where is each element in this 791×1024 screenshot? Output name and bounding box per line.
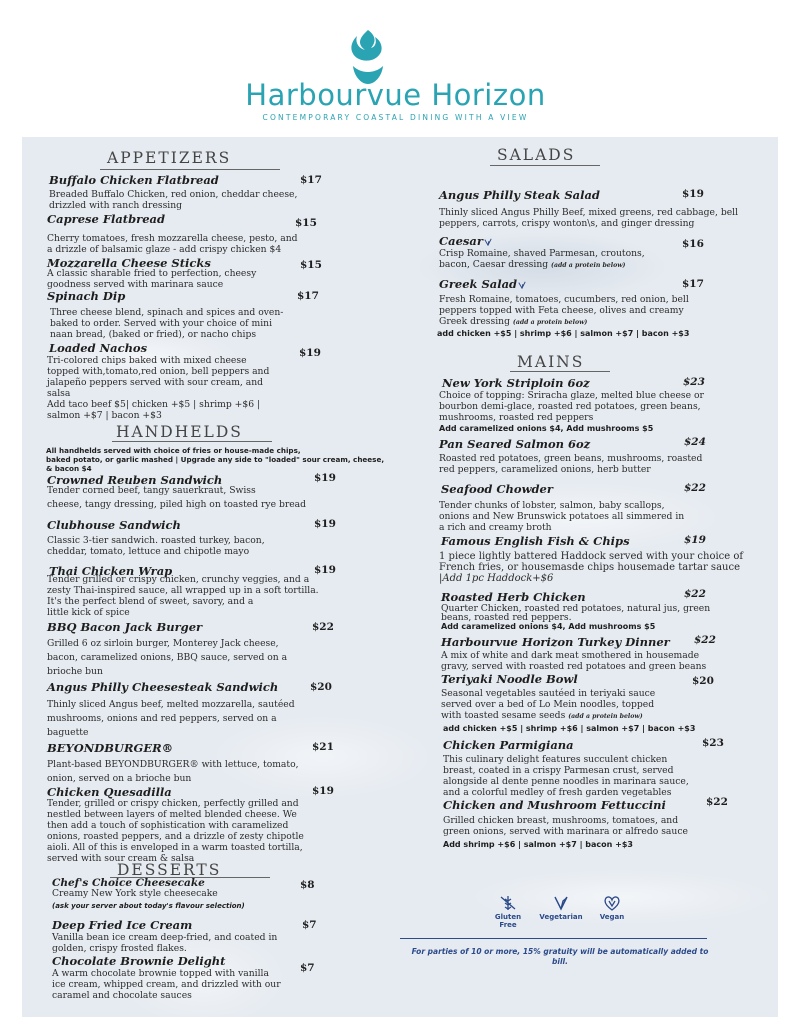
item-description: A classic sharable fried to perfection, cheesy goodness served with marinara sauce — [47, 268, 257, 290]
item-name: Caprese Flatbread — [47, 212, 166, 226]
appetizers-heading: APPETIZERS — [107, 149, 232, 167]
item-name: Thai Chicken Wrap — [49, 564, 173, 578]
item-name: Mozzarella Cheese Sticks — [47, 256, 211, 270]
item-price: $17 — [300, 174, 322, 186]
item-name: Angus Philly Cheesesteak Sandwich — [47, 680, 279, 694]
item-name: Clubhouse Sandwich — [47, 518, 181, 532]
item-description: Tender chunks of lobster, salmon, baby scallops, onions and New Brunswick potatoes all simmered in a rich and creamy broth — [439, 500, 685, 533]
item-name: Crowned Reuben Sandwich — [47, 473, 223, 487]
item-name: Pan Seared Salmon 6oz — [439, 437, 591, 451]
item-name: Chef's Choice Cheesecake — [52, 877, 205, 889]
item-description: Three cheese blend, spinach and spices and oven- baked to order. Served with your choice of mini naan bread, (baked or fried), or nacho chips — [50, 307, 284, 340]
item-description: 1 piece lightly battered Haddock served with your choice of French fries, or housemasde chips housemade tartar sauce |Add 1pc Haddock+$6 — [439, 551, 744, 584]
item-name: BEYONDBURGER® — [47, 741, 174, 755]
item-price: $19 — [314, 564, 336, 576]
item-price: $21 — [312, 741, 334, 753]
desserts-heading: DESSERTS — [117, 861, 222, 879]
item-description: Plant-based BEYONDBURGER® with lettuce, tomato, onion, served on a brioche bun — [47, 759, 299, 784]
item-name: Chicken Quesadilla — [47, 785, 172, 799]
item-name: Greek Salad — [439, 277, 526, 291]
item-name: Spinach Dip — [47, 289, 126, 303]
item-description: Tender grilled or crispy chicken, crunchy veggies, and a zesty Thai-inspired sauce, all wrapped up in a soft tortilla. It's the perfect blend of sweet, savory, and a little kick of spice — [47, 574, 319, 618]
item-description: Crisp Romaine, shaved Parmesan, croutons, bacon, Caesar dressing (add a protein below) — [439, 248, 645, 270]
item-price: $22 — [312, 621, 334, 633]
item-description: Thinly sliced Angus beef, melted mozzarella, sautéed mushrooms, onions and red peppers, served on a baguette — [47, 699, 295, 738]
restaurant-name: Harbourvue Horizon — [245, 78, 546, 112]
item-price: $19 — [312, 785, 334, 797]
vegan-icon — [603, 895, 621, 911]
item-addons: Add caramelized onions $4, Add mushrooms $5 — [439, 424, 654, 433]
item-price: $24 — [684, 436, 706, 448]
item-name: BBQ Bacon Jack Burger — [47, 620, 203, 634]
item-description: Thinly sliced Angus Philly Beef, mixed greens, red cabbage, bell peppers, carrots, crispy wonton\s, and ginger dressing — [439, 207, 739, 229]
item-addons: Add caramelized onions $4, Add mushrooms $5 — [441, 622, 656, 631]
vegetarian-icon — [552, 895, 570, 911]
item-price: $22 — [684, 588, 706, 600]
item-name: Harbourvue Horizon Turkey Dinner — [441, 635, 670, 649]
item-price: $17 — [297, 290, 319, 302]
item-price: $22 — [706, 796, 728, 808]
item-description: Vanilla bean ice cream deep-fried, and coated in golden, crispy frosted flakes. — [52, 932, 278, 954]
item-description: Cherry tomatoes, fresh mozzarella cheese, pesto, and a drizzle of balsamic glaze - add crispy chicken $4 — [47, 233, 298, 255]
item-price: $17 — [682, 278, 704, 290]
gluten-free-icon — [499, 895, 517, 911]
item-description: Classic 3-tier sandwich. roasted turkey, bacon, cheddar, tomato, lettuce and chipotle mayo — [47, 535, 265, 557]
item-price: $19 — [314, 518, 336, 530]
legend-vegetarian: Vegetarian — [536, 895, 586, 921]
item-name: Teriyaki Noodle Bowl — [441, 672, 578, 686]
item-price: $7 — [302, 919, 317, 931]
item-description: Creamy New York style cheesecake — [52, 888, 218, 899]
legend-vegan: Vegan — [594, 895, 630, 921]
item-price: $19 — [682, 188, 704, 200]
item-description: Breaded Buffalo Chicken, red onion, cheddar cheese, drizzled with ranch dressing — [49, 189, 298, 211]
appetizers-underline — [100, 169, 280, 170]
item-name: Deep Fried Ice Cream — [52, 918, 193, 932]
item-description: Seasonal vegetables sautéed in teriyaki sauce served over a bed of Lo Mein noodles, topped with toasted sesame seeds (add a protein below) — [441, 688, 656, 721]
item-description: This culinary delight features succulent chicken breast, coated in a crispy Parmesan crust, served alongside al dente penne noodles in marinara sauce, and a colorful medley of fresh garden vegetables — [443, 754, 689, 798]
item-price: $23 — [702, 737, 724, 749]
item-price: $16 — [682, 238, 704, 250]
item-price: $15 — [300, 259, 322, 271]
item-price: $20 — [692, 675, 714, 687]
gratuity-notice: For parties of 10 or more, 15% gratuity will be automatically added to bill. — [411, 947, 709, 966]
item-addons: add chicken +$5 | shrimp +$6 | salmon +$7 | bacon +$3 — [443, 724, 696, 733]
item-price: $20 — [310, 681, 332, 693]
item-price: $22 — [694, 634, 716, 646]
item-description: Grilled 6 oz sirloin burger, Monterey Jack cheese, bacon, caramelized onions, BBQ sauce, served on a brioche bun — [47, 638, 288, 677]
footer-divider — [400, 938, 707, 939]
item-name: New York Striploin 6oz — [442, 376, 590, 390]
item-note: (ask your server about today's flavour selection) — [52, 902, 245, 910]
item-description: A mix of white and dark meat smothered in housemade gravy, served with roasted red potatoes and green beans — [441, 650, 707, 672]
item-name: Roasted Herb Chicken — [441, 590, 586, 604]
item-description: Tender, grilled or crispy chicken, perfectly grilled and nestled between layers of melted blended cheese. We then add a touch of sophistication with caramelized onions, roasted peppers, and a drizzle of zesty chipotle aioli. All of this is enveloped in a warm toasted tortilla, served with sour cream & salsa — [47, 798, 304, 864]
item-name: Caesar — [439, 234, 492, 248]
item-price: $23 — [683, 376, 705, 388]
restaurant-tagline: CONTEMPORARY COASTAL DINING WITH A VIEW — [262, 113, 529, 122]
item-description: Tri-colored chips baked with mixed cheese topped with,tomato,red onion, bell peppers and jalapeño peppers served with sour cream, and salsa Add taco beef $5| chicken +$5 | shrimp +$6 | salmon +$7 | bacon +$3 — [47, 355, 270, 421]
item-price: $8 — [300, 879, 315, 891]
salads-heading: SALADS — [497, 146, 576, 164]
item-price: $19 — [299, 347, 321, 359]
item-description: Tender corned beef, tangy sauerkraut, Swiss cheese, tangy dressing, piled high on toasted rye bread — [47, 485, 307, 510]
salad-addons: add chicken +$5 | shrimp +$6 | salmon +$7 | bacon +$3 — [437, 329, 690, 338]
item-price: $19 — [314, 472, 336, 484]
item-description: Fresh Romaine, tomatoes, cucumbers, red onion, bell peppers topped with Feta cheese, olives and creamy Greek dressing (add a protein below) — [439, 294, 689, 327]
item-price: $15 — [295, 217, 317, 229]
item-description: Roasted red potatoes, green beans, mushrooms, roasted red peppers, caramelized onions, herb butter — [439, 453, 703, 475]
item-description: Grilled chicken breast, mushrooms, tomatoes, and green onions, served with marinara or alfredo sauce — [443, 815, 688, 837]
handhelds-underline — [112, 441, 272, 442]
menu-header — [0, 0, 791, 135]
item-name: Seafood Chowder — [441, 482, 553, 496]
item-description: Choice of topping: Sriracha glaze, melted blue cheese or bourbon demi-glace, roasted red potatoes, green beans, mushrooms, roasted red peppers — [439, 390, 704, 423]
item-name: Chicken Parmigiana — [443, 738, 574, 752]
item-name: Angus Philly Steak Salad — [439, 188, 600, 202]
item-description: A warm chocolate brownie topped with vanilla ice cream, whipped cream, and drizzled with our caramel and chocolate sauces — [52, 968, 281, 1001]
handhelds-heading: HANDHELDS — [116, 423, 243, 441]
mains-heading: MAINS — [517, 353, 585, 371]
item-addons: Add shrimp +$6 | salmon +$7 | bacon +$3 — [443, 840, 633, 849]
vegetarian-icon — [484, 238, 492, 246]
item-price: $19 — [684, 534, 706, 546]
item-name: Loaded Nachos — [49, 341, 148, 355]
item-name: Famous English Fish & Chips — [441, 534, 630, 548]
item-price: $22 — [684, 482, 706, 494]
item-description: Quarter Chicken, roasted red potatoes, natural jus, green beans, roasted red peppers. — [441, 603, 711, 623]
mains-underline — [510, 371, 610, 372]
item-name: Chocolate Brownie Delight — [52, 954, 226, 968]
handhelds-note: All handhelds served with choice of fries or house-made chips, baked potato, or garlic mashed | Upgrade any side to "loaded" sour cream, cheese, & bacon $4 — [46, 446, 385, 473]
item-name: Buffalo Chicken Flatbread — [49, 173, 219, 187]
vegetarian-icon — [518, 281, 526, 289]
salads-underline — [490, 165, 600, 166]
legend-gluten-free: Gluten Free — [490, 895, 526, 929]
item-name: Chicken and Mushroom Fettuccini — [443, 798, 666, 812]
item-price: $7 — [300, 962, 315, 974]
